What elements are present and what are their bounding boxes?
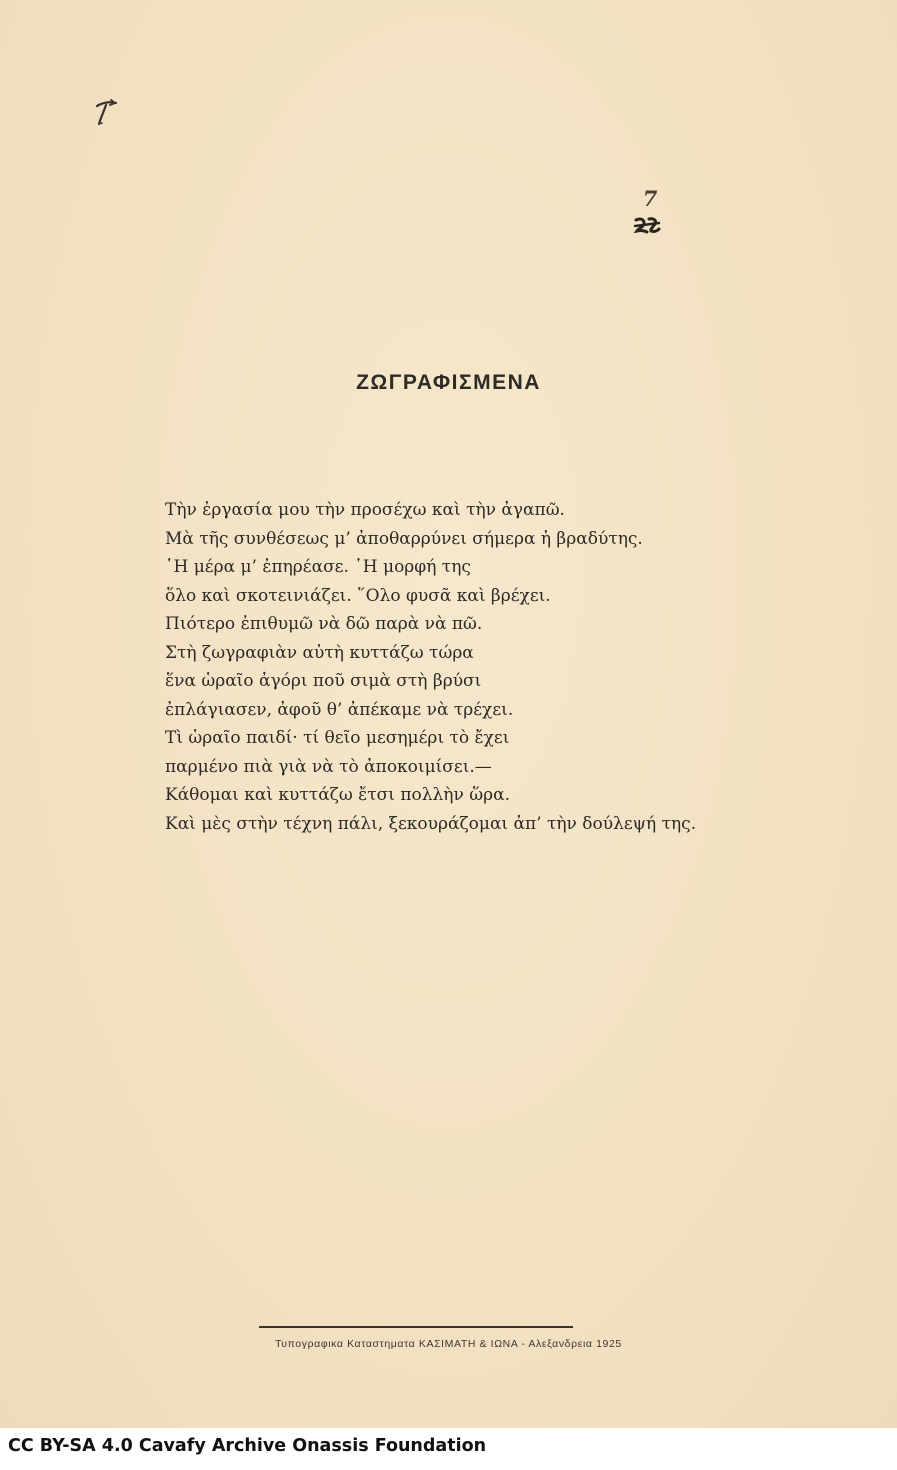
poem-body: [165, 496, 696, 838]
poem-line: παρμένο πιὰ γιὰ νὰ τὸ ἀποκοιμίσει.—: [165, 756, 492, 777]
crossed-out-number-icon: [632, 214, 662, 236]
printer-imprint: Τυπογραφικα Καταστηματα ΚΑΣΙΜΑΤΗ & ΙΩΝΑ - Αλεξανδρεια 1925: [275, 1338, 622, 1350]
poem-line: Στὴ ζωγραφιὰν αὐτὴ κυττάζω τώρα: [165, 642, 474, 663]
poem-line: ἐπλάγιασεν, ἀφοῦ θ’ ἀπέκαμε νὰ τρέχει.: [165, 699, 514, 720]
poem-line: ῾Η μέρα μ’ ἐπηρέασε. ῾Η μορφή της: [165, 557, 471, 577]
poem-line: ὅλο καὶ σκοτεινιάζει. ῞Ολο φυσᾶ καὶ βρέχει.: [165, 585, 551, 606]
footer-divider: [259, 1326, 573, 1328]
poem-line: Πιότερο ἐπιθυμῶ νὰ δῶ παρὰ νὰ πῶ.: [165, 614, 483, 634]
handwritten-mark-icon: [94, 96, 124, 130]
poem-line: Μὰ τῆς συνθέσεως μ’ ἀποθαρρύνει σήμερα ἡ βραδύτης.: [165, 528, 643, 549]
handwritten-page-number: 7: [642, 186, 658, 211]
poem-line: Τὶ ὡραῖο παιδί· τί θεῖο μεσημέρι τὸ ἔχει: [165, 728, 510, 748]
poem-title: ΖΩΓΡΑΦΙΣΜΕΝΑ: [356, 371, 541, 394]
poem-line: Κάθομαι καὶ κυττάζω ἔτσι πολλὴν ὥρα.: [165, 785, 510, 805]
poem-line: ἕνα ὡραῖο ἀγόρι ποῦ σιμὰ στὴ βρύσι: [165, 671, 482, 691]
license-credit: CC BY-SA 4.0 Cavafy Archive Onassis Foundation: [8, 1436, 487, 1456]
poem-line: Καὶ μὲς στὴν τέχνη πάλι, ξεκουράζομαι ἀπ’ τὴν δούλεψή της.: [165, 813, 697, 834]
poem-line: Τὴν ἐργασία μου τὴν προσέχω καὶ τὴν ἀγαπῶ.: [165, 500, 565, 520]
